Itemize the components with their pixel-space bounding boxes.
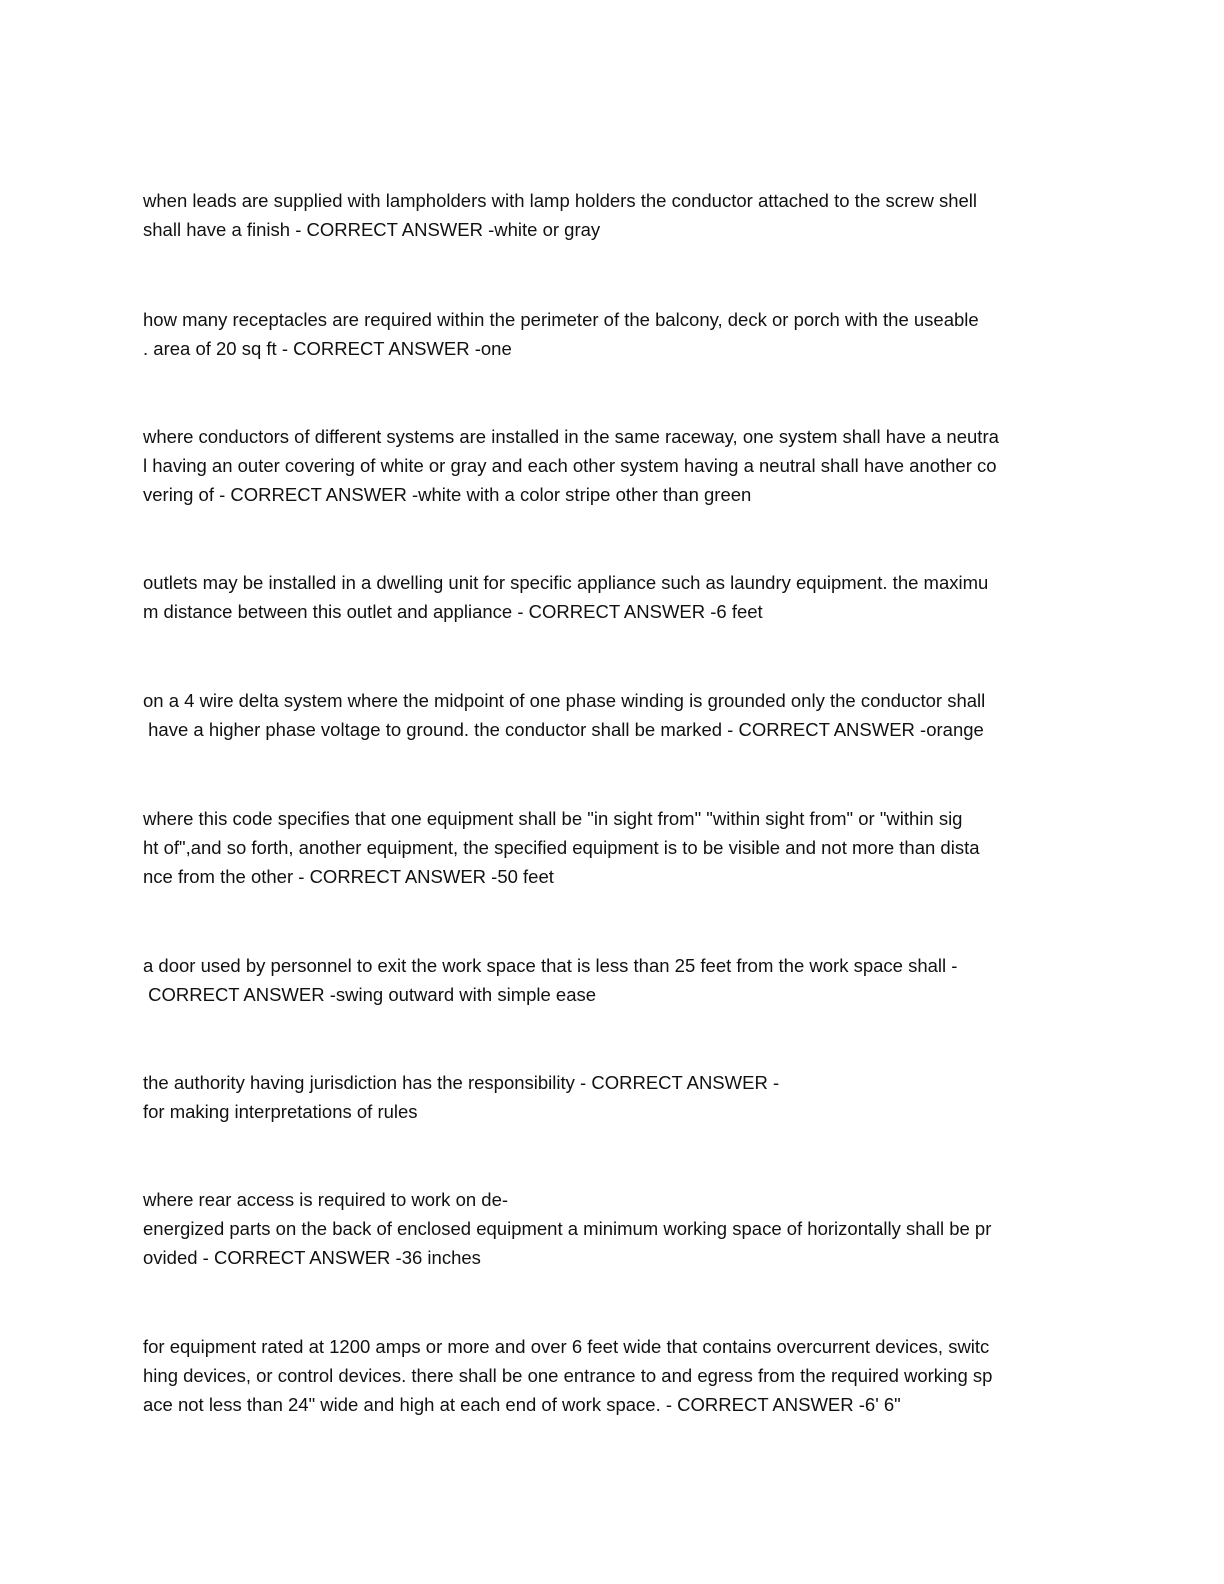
text-line: energized parts on the back of enclosed equipment a minimum working space of horizontally shall be pr xyxy=(143,1218,992,1239)
text-line: nce from the other - CORRECT ANSWER -50 feet xyxy=(143,866,554,887)
qa-entry-3 xyxy=(143,422,1083,509)
text-line: m distance between this outlet and appliance - CORRECT ANSWER -6 feet xyxy=(143,601,763,622)
text-line: outlets may be installed in a dwelling unit for specific appliance such as laundry equipment. the maximu xyxy=(143,572,989,593)
text-line: ht of",and so forth, another equipment, the specified equipment is to be visible and not more than dista xyxy=(143,837,980,858)
text-line: have a higher phase voltage to ground. the conductor shall be marked - CORRECT ANSWER -orange xyxy=(143,719,984,740)
text-line: CORRECT ANSWER -swing outward with simple ease xyxy=(143,984,597,1005)
text-line: l having an outer covering of white or gray and each other system having a neutral shall have another co xyxy=(143,455,997,476)
qa-entry-5 xyxy=(143,686,1083,744)
text-line: on a 4 wire delta system where the midpoint of one phase winding is grounded only the conductor shall xyxy=(143,690,986,711)
qa-entry-7 xyxy=(143,951,1083,1009)
text-line: ace not less than 24" wide and high at each end of work space. - CORRECT ANSWER -6' 6" xyxy=(143,1394,901,1415)
text-line: when leads are supplied with lampholders with lamp holders the conductor attached to the screw shell xyxy=(143,190,977,211)
qa-entry-2 xyxy=(143,305,1083,363)
text-line: shall have a finish - CORRECT ANSWER -white or gray xyxy=(143,219,601,240)
text-line: vering of - CORRECT ANSWER -white with a color stripe other than green xyxy=(143,484,752,505)
text-line: where conductors of different systems are installed in the same raceway, one system shall have a neutra xyxy=(143,426,999,447)
text-line: ovided - CORRECT ANSWER -36 inches xyxy=(143,1247,481,1268)
text-line: hing devices, or control devices. there shall be one entrance to and egress from the required working sp xyxy=(143,1365,993,1386)
qa-entry-6 xyxy=(143,804,1083,891)
text-line: . area of 20 sq ft - CORRECT ANSWER -one xyxy=(143,338,512,359)
text-line: for equipment rated at 1200 amps or more and over 6 feet wide that contains overcurrent devices, switc xyxy=(143,1336,990,1357)
text-line: how many receptacles are required within the perimeter of the balcony, deck or porch with the useable xyxy=(143,309,979,330)
text-line: the authority having jurisdiction has the responsibility - CORRECT ANSWER - xyxy=(143,1072,780,1093)
text-line: where this code specifies that one equipment shall be "in sight from" "within sight from" or "within sig xyxy=(143,808,963,829)
text-line: a door used by personnel to exit the work space that is less than 25 feet from the work space shall - xyxy=(143,955,958,976)
qa-entry-1 xyxy=(143,186,1083,244)
qa-entry-9 xyxy=(143,1185,1083,1272)
text-line: where rear access is required to work on de- xyxy=(143,1189,509,1210)
text-line: for making interpretations of rules xyxy=(143,1101,418,1122)
qa-entry-8 xyxy=(143,1068,1083,1126)
qa-entry-10 xyxy=(143,1332,1083,1419)
qa-entry-4 xyxy=(143,568,1083,626)
